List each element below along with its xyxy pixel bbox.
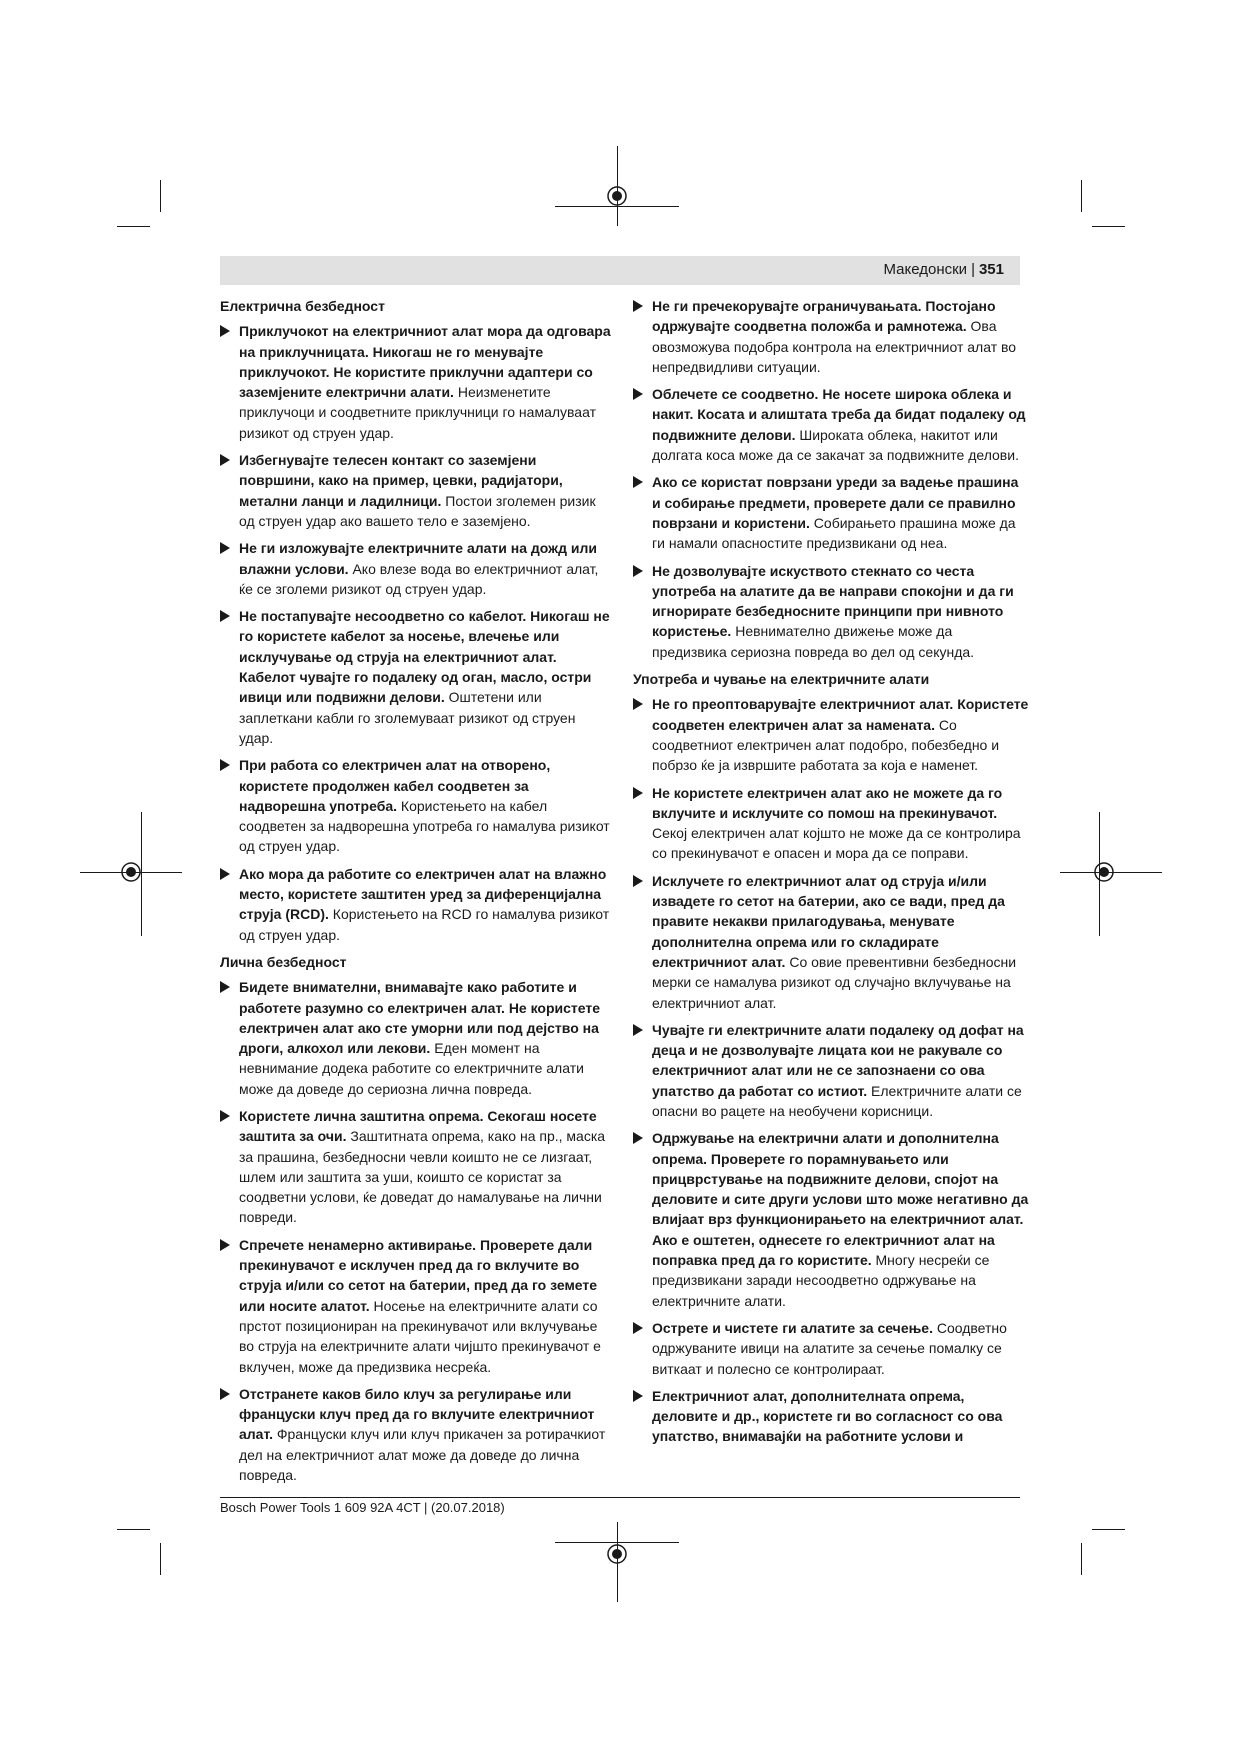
bullet-icon (220, 1239, 230, 1251)
list-item: При работа со електричен алат на отворено, користете продолжен кабел соодветен за надворешна употреба. Користењето на кабел соодветен за надворешна употреба го намалува ризикот од струен удар. (220, 755, 612, 856)
bullet-icon (220, 1110, 230, 1122)
list-item: Избегнувајте телесен контакт со заземјени површини, како на пример, цевки, радијатори, метални ланци и ладилници. Постои зголемен ризик од струен удар ако вашето тело е заземјено. (220, 450, 612, 531)
bullet-icon (220, 868, 230, 880)
bullet-icon (220, 542, 230, 554)
list-item: Не користете електричен алат ако не можете да го вклучите и исклучите со помош на прекинувачот. Секој електричен алат којшто не може да се контролира со прекинувачот е опасен и мора да се поправи. (633, 783, 1029, 864)
list-item: Отстранете каков било клуч за регулирање или француски клуч пред да го вклучите електричниот алат. Француски клуч или клуч прикачен за ротирачкиот дел на електричниот алат може да доведе до лична повреда. (220, 1384, 612, 1485)
list-item: Облечете се соодветно. Не носете широка облека и накит. Косата и алиштата треба да бидат подалеку од подвижните делови. Широката облека, накитот или долгата коса може да се закачат за подвижните делови. (633, 384, 1029, 465)
page-number: 351 (978, 261, 1004, 278)
bullet-icon (633, 476, 643, 488)
crop-mark (555, 206, 679, 207)
list-item: Не ги пречекорувајте ограничувањата. Постојано одржувајте соодветна положба и рамнотежа. Ова овозможува подобра контрола на електричниот алат во непредвидливи ситуации. (633, 296, 1029, 377)
crop-mark (555, 1542, 679, 1543)
list-item: Исклучете го електричниот алат од струја и/или извадете го сетот на батерии, ако се вади, пред да правите некакви прилагодувања, менувате дополнителна опрема или го складирате електричниот алат. Со овие превентивни безбедносни мерки се намалува ризикот од случајно вклучување на електричниот алат. (633, 871, 1029, 1013)
bullet-icon (220, 325, 230, 337)
crop-mark (117, 226, 150, 227)
list-item: Спречете ненамерно активирање. Проверете дали прекинувачот е исклучен пред да го вклучите во струја и/или со сетот на батерии, пред да го земете или носите алатот. Носење на електричните алати со прстот позициониран на прекинувачот или вклучување во струја на електричните алати чијшто прекинувачот е вклучен, може да предизвика несреќа. (220, 1235, 612, 1377)
bullet-icon (220, 759, 230, 771)
section-title: Електрична безбедност (220, 298, 385, 314)
list-item: Не го преоптоварувајте електричниот алат. Користете соодветен електричен алат за намената. Со соодветниот електричен алат подобро, побезбедно и побрзо ќе ја извршите работата за која е наменет. (633, 694, 1029, 775)
bullet-icon (633, 787, 643, 799)
page-header: Македонски | 351 (220, 256, 1020, 285)
list-item: Бидете внимателни, внимавајте како работите и работете разумно со електричен алат. Не користете електричен алат ако сте уморни или под дејство на дроги, алкохол или лекови. Еден момент на невнимание додека работите со електричните алати може да доведе до сериозна лична повреда. (220, 977, 612, 1099)
bullet-icon (633, 1390, 643, 1402)
crop-mark (160, 180, 161, 212)
list-item: Користете лична заштитна опрема. Секогаш носете заштита за очи. Заштитната опрема, како на пр., маска за прашина, безбедносни чевли коишто не се лизгаат, шлем или заштита за уши, коишто се користат за соодветни услови, ќе доведат до намалување на лични повреди. (220, 1106, 612, 1228)
crop-mark (1099, 812, 1100, 936)
list-item: Чувајте ги електричните алати подалеку од дофат на деца и не дозволувајте лицата кои не ракувале со електричниот алат или не се запознаени со ова упатство да работат со истиот. Електричните алати се опасни во рацете на необучени корисници. (633, 1020, 1029, 1121)
bullet-icon (633, 1322, 643, 1334)
crop-mark (617, 146, 618, 226)
list-item: Острете и чистете ги алатите за сечење. Соодветно одржуваните ивици на алатите за сечење помалку се виткаат и полесно се контролираат. (633, 1318, 1029, 1379)
header-language: Македонски (883, 261, 968, 278)
bullet-icon (633, 1024, 643, 1036)
bullet-icon (633, 300, 643, 312)
bullet-icon (220, 1388, 230, 1400)
crop-mark (80, 872, 182, 873)
page-footer: Bosch Power Tools 1 609 92A 4CT | (20.07.2018) (220, 1500, 505, 1515)
crop-mark (1081, 1543, 1082, 1575)
list-item: Не ги изложувајте електричните алати на дожд или влажни услови. Ако влезе вода во електричниот алат, ќе се зголеми ризикот од струен удар. (220, 538, 612, 599)
bullet-icon (633, 565, 643, 577)
bullet-icon (633, 388, 643, 400)
list-item: Ако мора да работите со електричен алат на влажно место, користете заштитен уред за диференцијална струја (RCD). Користењето на RCD го намалува ризикот од струен удар. (220, 864, 612, 945)
crop-mark (141, 812, 142, 936)
right-column (633, 296, 1029, 1454)
crop-mark (117, 1529, 150, 1530)
list-item: Приклучокот на електричниот алат мора да одговара на приклучницата. Никогаш не го менувајте приклучокот. Не користите приклучни адаптери со заземјените електрични алати. Неизменетите приклучоци и соодветните приклучници го намалуваат ризикот од струен удар. (220, 321, 612, 443)
crop-mark (160, 1543, 161, 1575)
section-title: Употреба и чување на електричните алати (633, 671, 930, 688)
list-item: Не постапувајте несоодветно со кабелот. Никогаш не го користете кабелот за носење, влечење или исклучување од струја на електричниот алат. Кабелот чувајте го подалеку од оган, масло, остри ивици или подвижни делови. Оштетени или заплеткани кабли го зголемуваат ризикот од струен удар. (220, 606, 612, 748)
bullet-icon (633, 875, 643, 887)
crop-mark (617, 1522, 618, 1602)
list-item: Одржување на електрични алати и дополнителна опрема. Проверете го порамнувањето или прицврстување на подвижните делови, спојот на деловите и сите други услови што може негативно да влијаат врз функционирањето на електричниот алат. Ако е оштетен, однесете го електричниот алат на поправка пред да го користите. Многу несреќи се предизвикани заради несоодветно одржување на електричните алати. (633, 1128, 1029, 1311)
section-title: Лична безбедност (220, 953, 347, 970)
crop-mark (1081, 180, 1082, 212)
list-item: Ако се користат поврзани уреди за вадење прашина и собирање предмети, проверете дали се правилно поврзани и користени. Собирањето прашина може да ги намали опасностите предизвикани од неа. (633, 472, 1029, 553)
bullet-icon (220, 454, 230, 466)
list-item: Не дозволувајте искуството стекнато со честа употреба на алатите да ве направи спокојни и да ги игнорирате безбедносните принципи при нивното користење. Невнимателно движење може да предизвика сериозна повреда во дел од секунда. (633, 561, 1029, 662)
bullet-icon (633, 1132, 643, 1144)
footer-divider (220, 1497, 1020, 1498)
crop-mark (1092, 226, 1125, 227)
bullet-icon (220, 610, 230, 622)
list-item: Електричниот алат, дополнителната опрема, деловите и др., користете ги во согласност со ова упатство, внимавајќи на работните услови и (633, 1386, 1029, 1447)
bullet-icon (220, 981, 230, 993)
crop-mark (1060, 872, 1162, 873)
crop-mark (1092, 1529, 1125, 1530)
left-column (220, 296, 612, 1492)
bullet-icon (633, 698, 643, 710)
